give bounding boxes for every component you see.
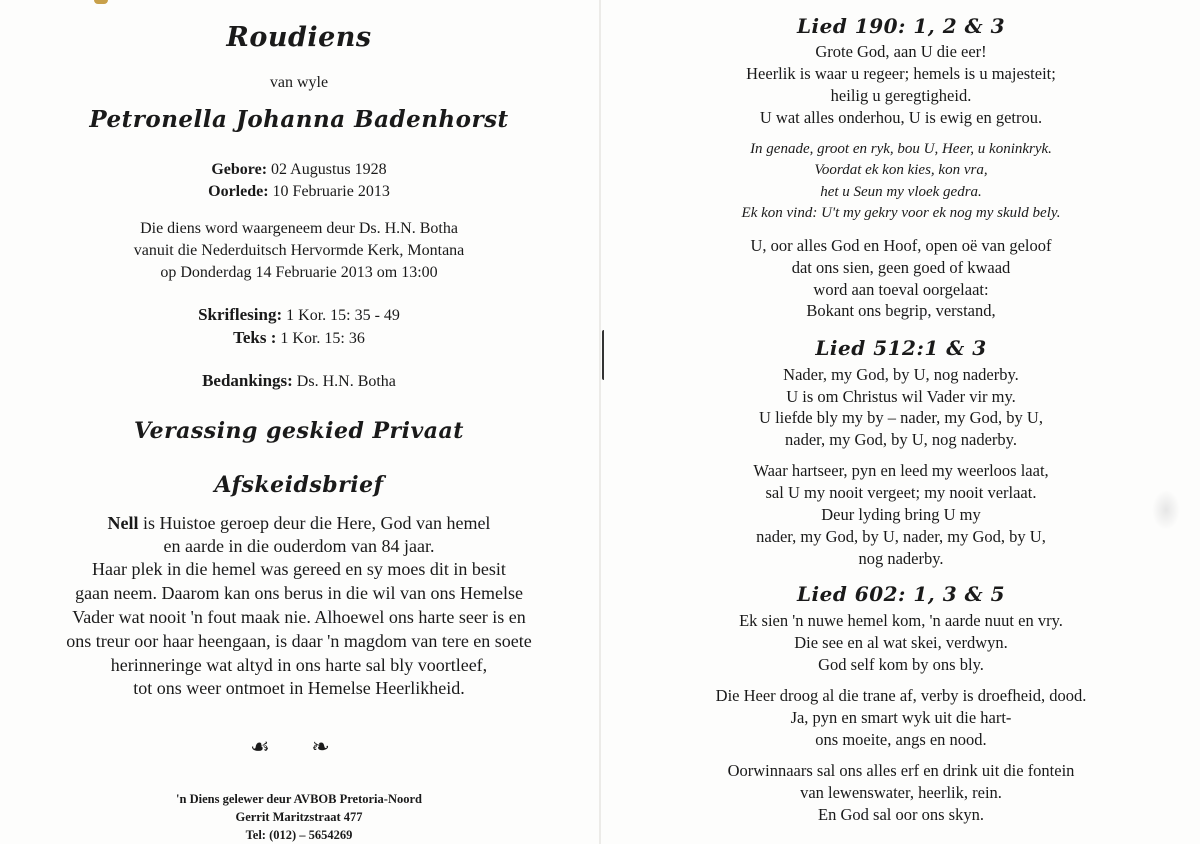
hymn-line: En God sal oor ons skyn. xyxy=(818,805,984,824)
service-line: vanuit die Nederduitsch Hervormde Kerk, Montana xyxy=(133,242,465,259)
hymn-line: Bokant ons begrip, verstand, xyxy=(806,301,996,320)
afskeidsbrief-heading: Afskeidsbrief xyxy=(214,472,384,498)
hymn-line: word aan toeval oorgelaat: xyxy=(813,280,989,299)
birth-line xyxy=(0,159,598,181)
hymn-line: Heerlik is waar u regeer; hemels is u majesteit; xyxy=(746,64,1056,83)
footer-line: 'n Diens gelewer deur AVBOB Pretoria-Noord xyxy=(176,792,422,806)
letter-line: herinneringe wat altyd in ons harte sal bly voortleef, xyxy=(110,655,488,675)
hymn-line: U wat alles onderhou, U is ewig en getrou. xyxy=(759,108,1043,127)
letter-line: ons treur oor haar heengaan, is daar 'n magdom van tere en soete xyxy=(66,631,532,651)
service-line: Die diens word waargeneem deur Ds. H.N. Botha xyxy=(140,220,458,237)
hymn-line: nog naderby. xyxy=(858,549,944,568)
bedankings-value: Ds. H.N. Botha xyxy=(296,373,396,390)
page-fold xyxy=(599,0,601,844)
lied-190-heading: Lied 190: 1, 2 & 3 xyxy=(796,14,1006,38)
skriflesing-line xyxy=(0,304,598,327)
footer-line: Tel: (012) – 5654269 xyxy=(245,828,353,842)
hymn-line: Waar hartseer, pyn en leed my weerloos laat, xyxy=(753,461,1049,480)
hymn-line: U is om Christus wil Vader vir my. xyxy=(786,387,1016,406)
hymn-line-italic: Ek kon vind: U't my gekry voor ek nog my skuld bely. xyxy=(741,205,1061,221)
gebore-label: Gebore: xyxy=(211,161,268,178)
footer-line: Gerrit Maritzstraat 477 xyxy=(235,810,363,824)
hymn-line: van lewenswater, heerlik, rein. xyxy=(800,783,1002,802)
bedankings-label: Bedankings: xyxy=(202,371,293,390)
teks-label: Teks : xyxy=(233,328,277,347)
hymn-line: Deur lyding bring U my xyxy=(821,505,981,524)
hymn-line: Oorwinnaars sal ons alles erf en drink uit die fontein xyxy=(727,761,1075,780)
letter-line: Vader wat nooit 'n fout maak nie. Alhoewel ons harte seer is en xyxy=(72,607,526,627)
oorlede-value: 10 Februarie 2013 xyxy=(272,183,390,200)
hymn-line: U liefde bly my by – nader, my God, by U, xyxy=(759,408,1043,427)
hymn-line-italic: Voordat ek kon kies, kon vra, xyxy=(814,162,988,178)
letter-first: is Huistoe geroep deur die Here, God van hemel xyxy=(143,513,491,533)
hymn-line: dat ons sien, geen goed of kwaad xyxy=(791,258,1011,277)
skriflesing-value: 1 Kor. 15: 35 - 49 xyxy=(286,307,400,324)
hymn-line: Die Heer droog al die trane af, verby is droefheid, dood. xyxy=(715,686,1087,705)
death-line xyxy=(0,181,598,203)
hymn-line-italic: het u Seun my vloek gedra. xyxy=(820,184,982,200)
ornament: ☙ ❧ xyxy=(250,734,348,759)
hymn-line-italic: In genade, groot en ryk, bou U, Heer, u koninkryk. xyxy=(750,141,1052,157)
hymn-line: Ja, pyn en smart wyk uit die hart- xyxy=(790,708,1012,727)
right-page xyxy=(602,0,1200,844)
hymn-line: nader, my God, by U, nog naderby. xyxy=(785,430,1017,449)
hymn-line: Die see en al wat skei, verdwyn. xyxy=(794,633,1008,652)
van-wyle: van wyle xyxy=(269,74,329,91)
verassing-heading: Verassing geskied Privaat xyxy=(134,418,464,444)
letter-first-line xyxy=(0,512,598,536)
hymn-line: nader, my God, by U, nader, my God, by U, xyxy=(756,527,1046,546)
hymn-line: heilig u geregtigheid. xyxy=(830,86,972,105)
letter-line: tot ons weer ontmoet in Hemelse Heerlikheid. xyxy=(133,678,465,698)
hymn-line: God self kom by ons bly. xyxy=(818,655,984,674)
teks-line xyxy=(0,327,598,350)
letter-line: gaan neem. Daarom kan ons berus in die wil van ons Hemelse xyxy=(75,583,523,603)
service-line: op Donderdag 14 Februarie 2013 om 13:00 xyxy=(160,264,438,281)
letter-line: Haar plek in die hemel was gereed en sy moes dit in besit xyxy=(92,559,506,579)
letter-name: Nell xyxy=(107,513,139,533)
hymn-line: Nader, my God, by U, nog naderby. xyxy=(783,365,1019,384)
bedankings-line xyxy=(0,370,598,393)
lied-512-heading: Lied 512:1 & 3 xyxy=(815,336,987,360)
lied-602-heading: Lied 602: 1, 3 & 5 xyxy=(796,582,1006,606)
teks-value: 1 Kor. 15: 36 xyxy=(280,330,365,347)
hymn-line: Grote God, aan U die eer! xyxy=(815,42,987,61)
hymn-line: sal U my nooit vergeet; my nooit verlaat. xyxy=(765,483,1037,502)
skriflesing-label: Skriflesing: xyxy=(198,305,283,324)
hymn-line: U, oor alles God en Hoof, open oë van geloof xyxy=(750,236,1052,255)
oorlede-label: Oorlede: xyxy=(208,183,269,200)
left-page xyxy=(0,0,598,844)
letter-line: en aarde in die ouderdom van 84 jaar. xyxy=(163,536,435,556)
hymn-line: ons moeite, angs en nood. xyxy=(815,730,987,749)
hymn-line: Ek sien 'n nuwe hemel kom, 'n aarde nuut en vry. xyxy=(739,611,1063,630)
gebore-value: 02 Augustus 1928 xyxy=(271,161,387,178)
deceased-name: Petronella Johanna Badenhorst xyxy=(89,106,509,133)
page-title: Roudiens xyxy=(226,22,372,53)
